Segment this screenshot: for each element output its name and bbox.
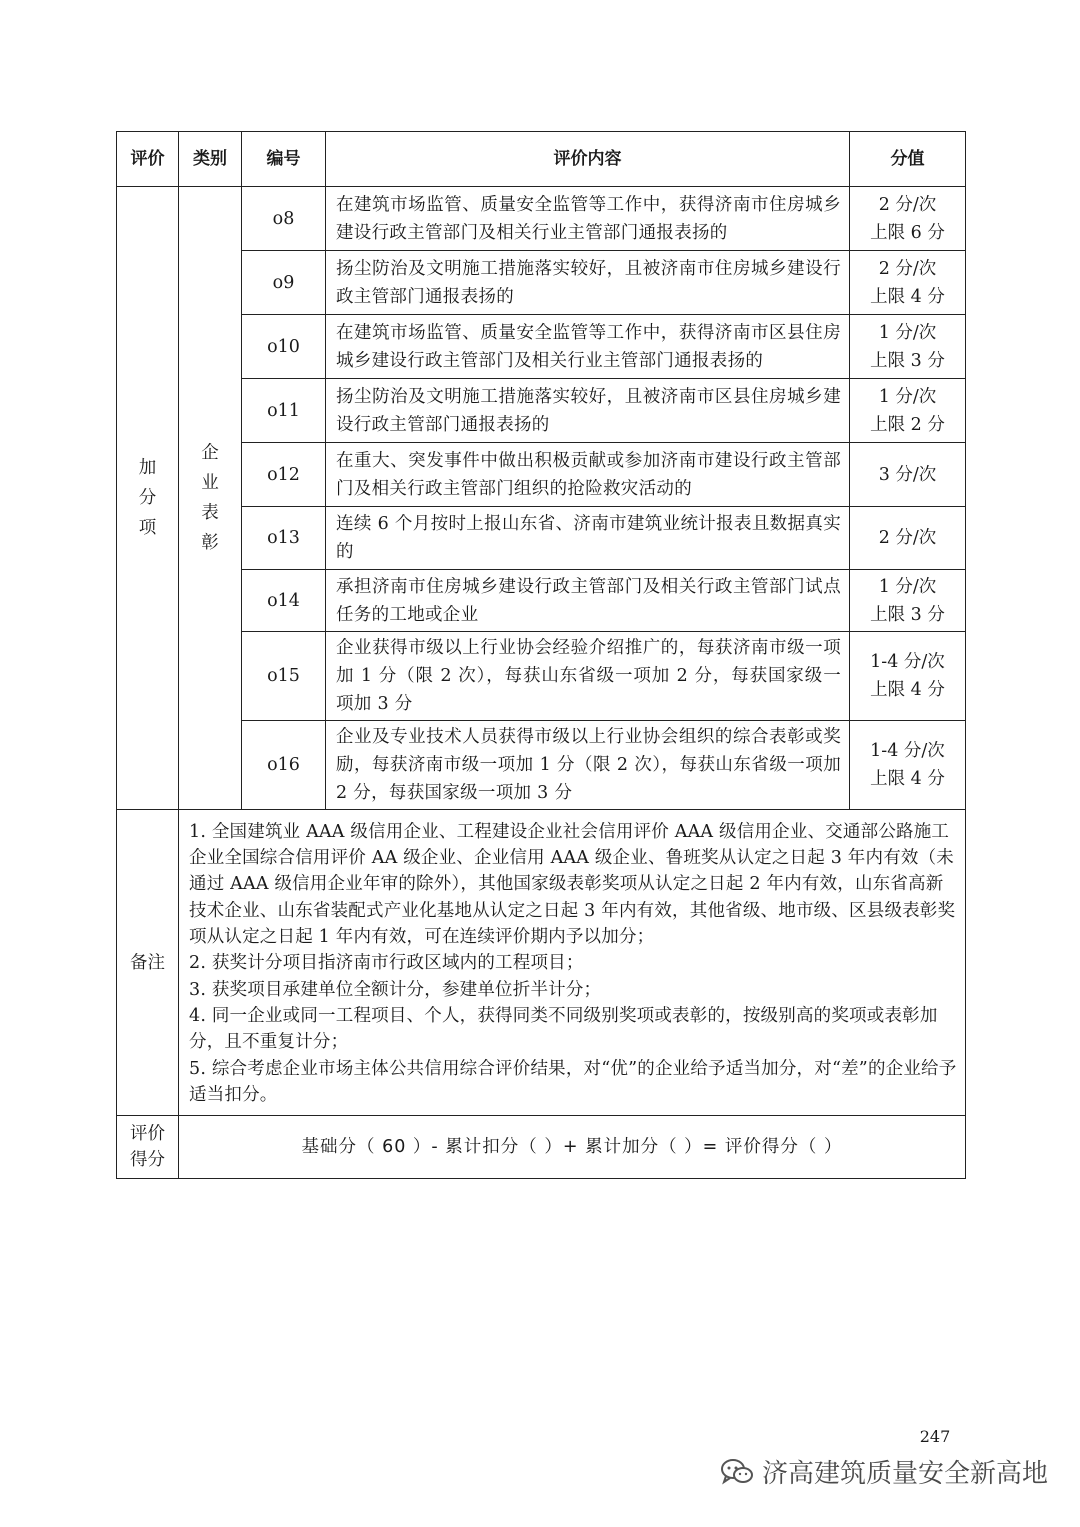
row-content: 在建筑市场监管、质量安全监管等工作中，获得济南市区县住房城乡建设行政主管部门及相关行业主管部门通报表扬的 xyxy=(326,315,850,379)
row-code: o11 xyxy=(242,379,326,443)
score-line2: 上限 4 分 xyxy=(870,286,945,307)
row-score xyxy=(850,187,966,251)
row-content: 承担济南市住房城乡建设行政主管部门及相关行政主管部门试点任务的工地或企业 xyxy=(326,570,850,632)
evaluation-table xyxy=(116,131,966,1179)
note-item: 4. 同一企业或同一工程项目、个人，获得同类不同级别奖项或表彰的，按级别高的奖项或表彰加分，且不重复计分； xyxy=(189,1005,938,1053)
row-score xyxy=(850,632,966,721)
score-label-line2: 得分 xyxy=(130,1150,165,1170)
row-content: 在建筑市场监管、质量安全监管等工作中，获得济南市住房城乡建设行政主管部门及相关行业主管部门通报表扬的 xyxy=(326,187,850,251)
header-evaluation: 评价 xyxy=(117,132,179,187)
note-item: 3. 获奖项目承建单位全额计分，参建单位折半计分； xyxy=(189,979,602,1000)
section-label-cell xyxy=(117,187,179,810)
row-score xyxy=(850,315,966,379)
score-line1: 1 分/次 xyxy=(878,576,937,597)
score-line1: 1-4 分/次 xyxy=(870,652,945,672)
score-label-line1: 评价 xyxy=(130,1124,165,1144)
row-code: o14 xyxy=(242,570,326,632)
table-row xyxy=(117,251,966,315)
row-code: o15 xyxy=(242,632,326,721)
header-category: 类别 xyxy=(179,132,242,187)
score-line1: 3 分/次 xyxy=(878,464,937,485)
watermark-text: 济高建筑质量安全新高地 xyxy=(761,1459,1048,1489)
row-score xyxy=(850,379,966,443)
table-row xyxy=(117,507,966,570)
score-line1: 1 分/次 xyxy=(878,386,937,407)
wechat-icon xyxy=(720,1457,754,1487)
score-line2: 上限 3 分 xyxy=(870,604,945,625)
row-code: o10 xyxy=(242,315,326,379)
header-row xyxy=(117,132,966,187)
row-content: 扬尘防治及文明施工措施落实较好，且被济南市住房城乡建设行政主管部门通报表扬的 xyxy=(326,251,850,315)
header-content: 评价内容 xyxy=(326,132,850,187)
table-row xyxy=(117,315,966,379)
row-content: 连续 6 个月按时上报山东省、济南市建筑业统计报表且数据真实的 xyxy=(326,507,850,570)
notes-row xyxy=(117,810,966,1116)
score-line1: 1-4 分/次 xyxy=(870,741,945,761)
note-item: 2. 获奖计分项目指济南市行政区域内的工程项目； xyxy=(189,953,584,974)
note-item: 1. 全国建筑业 AAA 级信用企业、工程建设企业社会信用评价 AAA 级信用企业、交通部公路施工企业全国综合信用评价 AA 级企业、企业信用 AAA 级企业、鲁班奖从认定之日起 3 年内有效（未通过 AAA 级信用企业年审的除外），其他国家级表彰奖项从认定之日起 2 年内有效，山东省高新技术企业、山东省装配式产业化基地从认定之日起 3 年内有效，其他省级、地市级、区县级表彰奖项从认定之日起 1 年内有效，可在连续评价期内予以加分； xyxy=(189,821,956,948)
score-line1: 2 分/次 xyxy=(878,258,937,279)
section-label: 加分项 xyxy=(138,458,157,538)
header-code: 编号 xyxy=(242,132,326,187)
row-code: o13 xyxy=(242,507,326,570)
category-label-cell xyxy=(179,187,242,810)
score-line2: 上限 3 分 xyxy=(870,350,945,371)
row-score xyxy=(850,507,966,570)
table-row xyxy=(117,379,966,443)
notes-cell xyxy=(179,810,966,1116)
score-line2: 上限 6 分 xyxy=(870,222,945,243)
row-code: o9 xyxy=(242,251,326,315)
score-line1: 2 分/次 xyxy=(878,528,937,548)
row-score xyxy=(850,251,966,315)
table-row xyxy=(117,632,966,721)
row-score xyxy=(850,570,966,632)
row-code: o16 xyxy=(242,721,326,810)
table-row xyxy=(117,443,966,507)
notes-label: 备注 xyxy=(117,810,179,1116)
row-content: 企业及专业技术人员获得市级以上行业协会组织的综合表彰或奖励，每获济南市级一项加 1 分（限 2 次），每获山东省级一项加 2 分，每获国家级一项加 3 分 xyxy=(326,721,850,810)
score-line2: 上限 4 分 xyxy=(870,680,945,700)
header-score: 分值 xyxy=(850,132,966,187)
watermark xyxy=(720,1453,1048,1490)
note-item: 5. 综合考虑企业市场主体公共信用综合评价结果，对“优”的企业给予适当加分，对“差”的企业给予适当扣分。 xyxy=(189,1058,957,1105)
score-row xyxy=(117,1116,966,1179)
row-code: o12 xyxy=(242,443,326,507)
table-row xyxy=(117,721,966,810)
score-line1: 1 分/次 xyxy=(878,322,937,343)
score-line2: 上限 4 分 xyxy=(870,769,945,789)
row-score xyxy=(850,443,966,507)
table-row xyxy=(117,187,966,251)
page-number: 247 xyxy=(919,1427,951,1446)
category-label: 企业表彰 xyxy=(201,443,219,553)
row-score xyxy=(850,721,966,810)
table-row xyxy=(117,570,966,632)
row-content: 在重大、突发事件中做出积极贡献或参加济南市建设行政主管部门及相关行政主管部门组织的抢险救灾活动的 xyxy=(326,443,850,507)
row-content: 企业获得市级以上行业协会经验介绍推广的，每获济南市级一项加 1 分（限 2 次），每获山东省级一项加 2 分，每获国家级一项加 3 分 xyxy=(326,632,850,721)
score-line2: 上限 2 分 xyxy=(870,414,945,435)
row-code: o8 xyxy=(242,187,326,251)
score-label xyxy=(117,1116,179,1179)
score-formula: 基础分（ 60 ）- 累计扣分（ ）+ 累计加分（ ）= 评价得分（ ） xyxy=(179,1116,966,1179)
score-line1: 2 分/次 xyxy=(878,194,937,215)
row-content: 扬尘防治及文明施工措施落实较好，且被济南市区县住房城乡建设行政主管部门通报表扬的 xyxy=(326,379,850,443)
